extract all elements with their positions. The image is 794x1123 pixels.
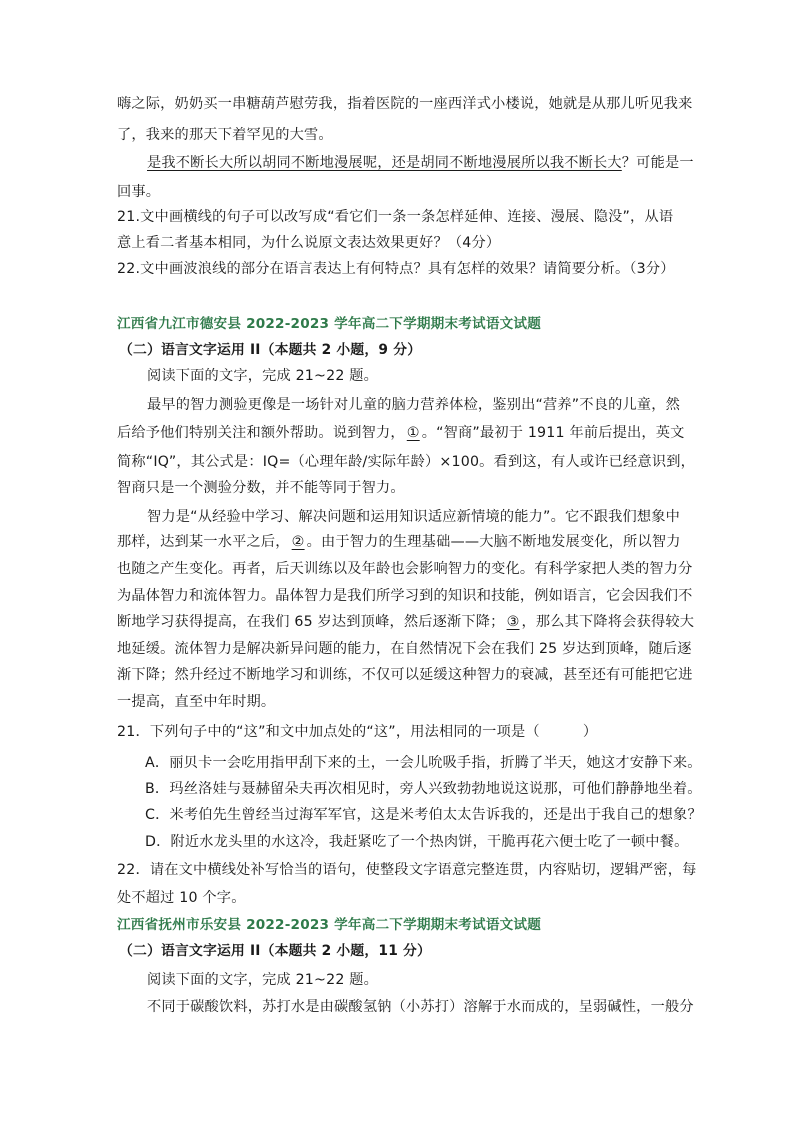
underlined-sentence: 是我不断长大所以胡同不断地漫展呢，还是胡同不断地漫展所以我不断长大 [147,155,622,171]
passage-line: 渐下降；然升经过不断地学习和训练，不仅可以延缓这种智力的衰减，甚至还有可能把它进 [117,667,693,683]
section-title: 江西省九江市德安县 2022-2023 学年高二下学期期末考试语文试题 [117,316,542,332]
section-title: 江西省抚州市乐安县 2022-2023 学年高二下学期期末考试语文试题 [117,917,542,933]
question-21-line: 21.文中画横线的句子可以改写成“看它们一条一条怎样延伸、连接、漫展、隐没”，从语 [117,209,674,225]
option-a: A．丽贝卡一会吃用指甲刮下来的土，一会儿吮吸手指，折腾了半天，她这才安静下来。 [145,755,702,771]
option-d: D．附近水龙头里的水这冷，我赶紧吃了一个热肉饼，干脆再花六便士吃了一顿中餐。 [145,834,689,850]
passage-line: 智商只是一个测验分数，并不能等同于智力。 [117,480,405,496]
section-heading: （二）语言文字运用 II（本题共 2 小题，9 分） [119,342,422,358]
passage-line: 最早的智力测验更像是一场针对儿童的脑力营养体检，鉴别出“营养”不良的儿童，然 [147,397,681,413]
passage-line: 简称“IQ”，其公式是：IQ=（心理年龄/实际年龄）×100。看到这，有人或许已经意识到， [117,454,695,470]
instruction: 阅读下面的文字，完成 21~22 题。 [147,368,379,384]
instruction: 阅读下面的文字，完成 21~22 题。 [147,972,379,988]
option-b: B．玛丝洛娃与聂赫留朵夫再次相见时，旁人兴致勃勃地说这说那，可他们静静地坐着。 [145,781,702,797]
section-heading: （二）语言文字运用 II（本题共 2 小题，11 分） [119,943,432,959]
blank-2: ② [291,534,305,550]
underlined-sentence-line: 是我不断长大所以胡同不断地漫展呢，还是胡同不断地漫展所以我不断长大？可能是一 [147,155,694,171]
passage-line: 了，我来的那天下着罕见的大雪。 [117,127,333,143]
option-c: C．米考伯先生曾经当过海军军官，这是米考伯太太告诉我的，还是出于我自己的想象？ [145,807,702,823]
passage-line: 不同于碳酸饮料，苏打水是由碳酸氢钠（小苏打）溶解于水而成的，呈弱碱性，一般分 [147,999,694,1015]
question-21-line: 意上看二者基本相同，为什么说原文表达效果更好？（4分） [117,235,501,251]
passage-line: 那样，达到某一水平之后， ② 。由于智力的生理基础——大脑不断地发展变化，所以智力 [117,534,681,550]
passage-line: 为晶体智力和流体智力。晶体智力是我们所学习到的知识和技能，例如语言，它会因我们不 [117,588,693,604]
passage-line: 断地学习获得提高，在我们 65 岁达到顶峰，然后逐渐下降； ③ ，那么其下降将会获得较大 [117,614,695,630]
blank-3: ③ [506,614,520,630]
passage-line: 回事。 [117,184,161,200]
passage-line: 智力是“从经验中学习、解决问题和运用知识适应新情境的能力”。它不跟我们想象中 [147,509,681,525]
blank-1: ① [406,425,420,441]
passage-line: 一提高，直至中年时期。 [117,694,276,710]
passage-line: 后给予他们特别关注和额外帮助。说到智力， ① 。“智商”最初于 1911 年前后提出，英文 [117,425,685,441]
passage-line: 嗨之际，奶奶买一串糖葫芦慰劳我，指着医院的一座西洋式小楼说，她就是从那儿听见我来 [117,96,693,112]
question-22: 22.文中画波浪线的部分在语言表达上有何特点？具有怎样的效果？请简要分析。（3分） [117,261,675,277]
passage-line: 地延缓。流体智力是解决新异问题的能力，在自然情况下会在我们 25 岁达到顶峰，随后逐 [117,641,692,657]
question-22-line: 22．请在文中横线处补写恰当的语句，使整段文字语意完整连贯，内容贴切，逻辑严密，每 [117,862,697,878]
passage-line: 也随之产生变化。再者，后天训练以及年龄也会影响智力的变化。有科学家把人类的智力分 [117,561,693,577]
question-22-line: 处不超过 10 个字。 [117,890,246,906]
question-21: 21．下列句子中的“这”和文中加点处的“这”，用法相同的一项是（ ） [117,724,598,740]
